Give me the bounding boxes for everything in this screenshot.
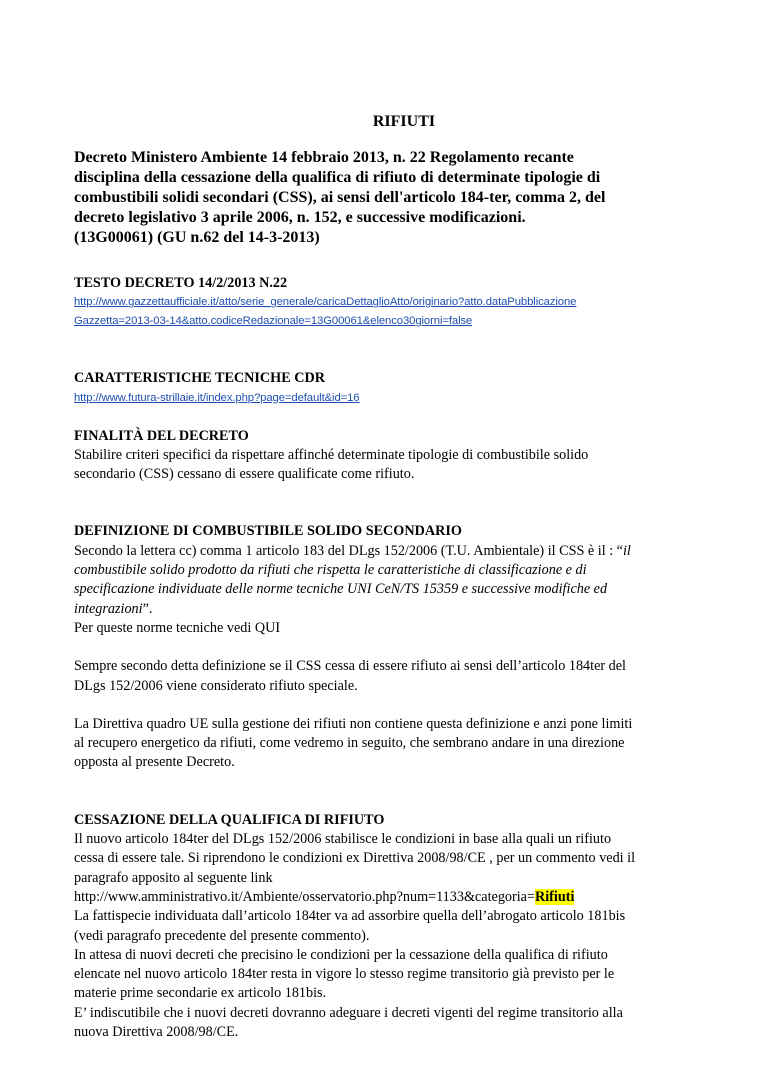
- decree-heading-line: disciplina della cessazione della qualifica di rifiuto di determinate tipologie di: [74, 169, 601, 186]
- paragraph-line: DLgs 152/2006 viene considerato rifiuto speciale.: [74, 677, 358, 694]
- paragraph-line: nuova Direttiva 2008/98/CE.: [74, 1024, 239, 1041]
- gazzetta-link-line[interactable]: http://www.gazzettaufficiale.it/atto/serie_generale/caricaDettaglioAtto/originario?atto.dataPubblicazione: [74, 296, 577, 309]
- definizione-quote-end: integrazioni: [74, 600, 143, 617]
- amministrativo-url-text[interactable]: http://www.amministrativo.it/Ambiente/osservatorio.php?num=1133&categoria=: [74, 888, 535, 905]
- definizione-quote-line: specificazione individuate delle norme tecniche UNI CeN/TS 15359 e successive modifiche ed: [74, 581, 608, 598]
- futura-strillaie-link[interactable]: http://www.futura-strillaie.it/index.php?page=default&id=16: [74, 391, 360, 404]
- finalita-line: secondario (CSS) cessano di essere qualificate come rifiuto.: [74, 466, 415, 483]
- highlighted-keyword[interactable]: Rifiuti: [534, 888, 575, 905]
- finalita-text: [74, 446, 694, 485]
- paragraph-line: opposta al presente Decreto.: [74, 754, 235, 771]
- cessazione-text: [74, 830, 694, 1042]
- paragraph-line: La Direttiva quadro UE sulla gestione dei rifiuti non contiene questa definizione e anzi pone limiti: [74, 715, 633, 732]
- paragraph-line: elencate nel nuovo articolo 184ter resta in vigore lo stesso regime transitorio già previsto per le: [74, 966, 615, 983]
- definizione-quote-line: combustibile solido prodotto da rifiuti che rispetta le caratteristiche di classificazione e di: [74, 562, 587, 579]
- paragraph-line: In attesa di nuovi decreti che precisino le condizioni per la cessazione della qualifica di rifiuto: [74, 946, 608, 963]
- paragraph-line: (vedi paragrafo precedente del presente commento).: [74, 927, 370, 944]
- finalita-heading: FINALITÀ DEL DECRETO: [74, 427, 249, 444]
- definizione-quote-start: il: [622, 542, 631, 559]
- paragraph-line: La fattispecie individuata dall’articolo 184ter va ad assorbire quella dell’abrogato articolo 181bis: [74, 908, 626, 925]
- finalita-line: Stabilire criteri specifici da rispettare affinché determinate tipologie di combustibile solido: [74, 446, 589, 463]
- paragraph-line: al recupero energetico da rifiuti, come vedremo in seguito, che sembrano andare in una direzione: [74, 735, 625, 752]
- document-title: RIFIUTI: [372, 113, 436, 130]
- document-page: [74, 112, 694, 1042]
- decree-heading-line: Decreto Ministero Ambiente 14 febbraio 2013, n. 22 Regolamento recante: [74, 149, 574, 166]
- decree-heading-line: combustibili solidi secondari (CSS), ai sensi dell'articolo 184-ter, comma 2, del: [74, 189, 606, 206]
- decree-heading-line: decreto legislativo 3 aprile 2006, n. 152, e successive modificazioni.: [74, 209, 526, 226]
- gazzetta-link[interactable]: [74, 293, 694, 331]
- definizione-text: [74, 542, 694, 638]
- paragraph-line: paragrafo apposito al seguente link: [74, 869, 273, 886]
- paragraph-line: Sempre secondo detta definizione se il CSS cessa di essere rifiuto ai sensi dell’articolo 184ter del: [74, 658, 626, 675]
- decree-heading: [74, 148, 694, 248]
- cessazione-heading: CESSAZIONE DELLA QUALIFICA DI RIFIUTO: [74, 811, 385, 828]
- testo-decreto-heading: TESTO DECRETO 14/2/2013 N.22: [74, 275, 288, 291]
- paragraph-line: materie prime secondarie ex articolo 181bis.: [74, 985, 327, 1002]
- definizione-paragraph-3: [74, 715, 694, 773]
- gazzetta-link-line[interactable]: Gazzetta=2013-03-14&atto.codiceRedazionale=13G00061&elenco30giorni=false: [74, 315, 473, 328]
- definizione-heading: DEFINIZIONE DI COMBUSTIBILE SOLIDO SECONDARIO: [74, 523, 462, 540]
- paragraph-line: Il nuovo articolo 184ter del DLgs 152/2006 stabilisce le condizioni in base alla quali un rifiuto: [74, 831, 612, 848]
- amministrativo-url[interactable]: [74, 889, 574, 905]
- paragraph-line: E’ indiscutibile che i nuovi decreti dovranno adeguare i decreti vigenti del regime transitorio alla: [74, 1004, 623, 1021]
- definizione-close-quote: ”.: [142, 600, 153, 617]
- qui-link-line[interactable]: Per queste norme tecniche vedi QUI: [74, 619, 281, 636]
- definizione-line: Secondo la lettera cc) comma 1 articolo 183 del DLgs 152/2006 (T.U. Ambientale) il CSS è il : “: [74, 542, 623, 559]
- paragraph-line: cessa di essere tale. Si riprendono le condizioni ex Direttiva 2008/98/CE , per un commento vedi il: [74, 850, 636, 867]
- definizione-paragraph-2: [74, 657, 694, 696]
- caratteristiche-heading: CARATTERISTICHE TECNICHE CDR: [74, 370, 325, 387]
- decree-heading-line: (13G00061) (GU n.62 del 14-3-2013): [74, 229, 320, 246]
